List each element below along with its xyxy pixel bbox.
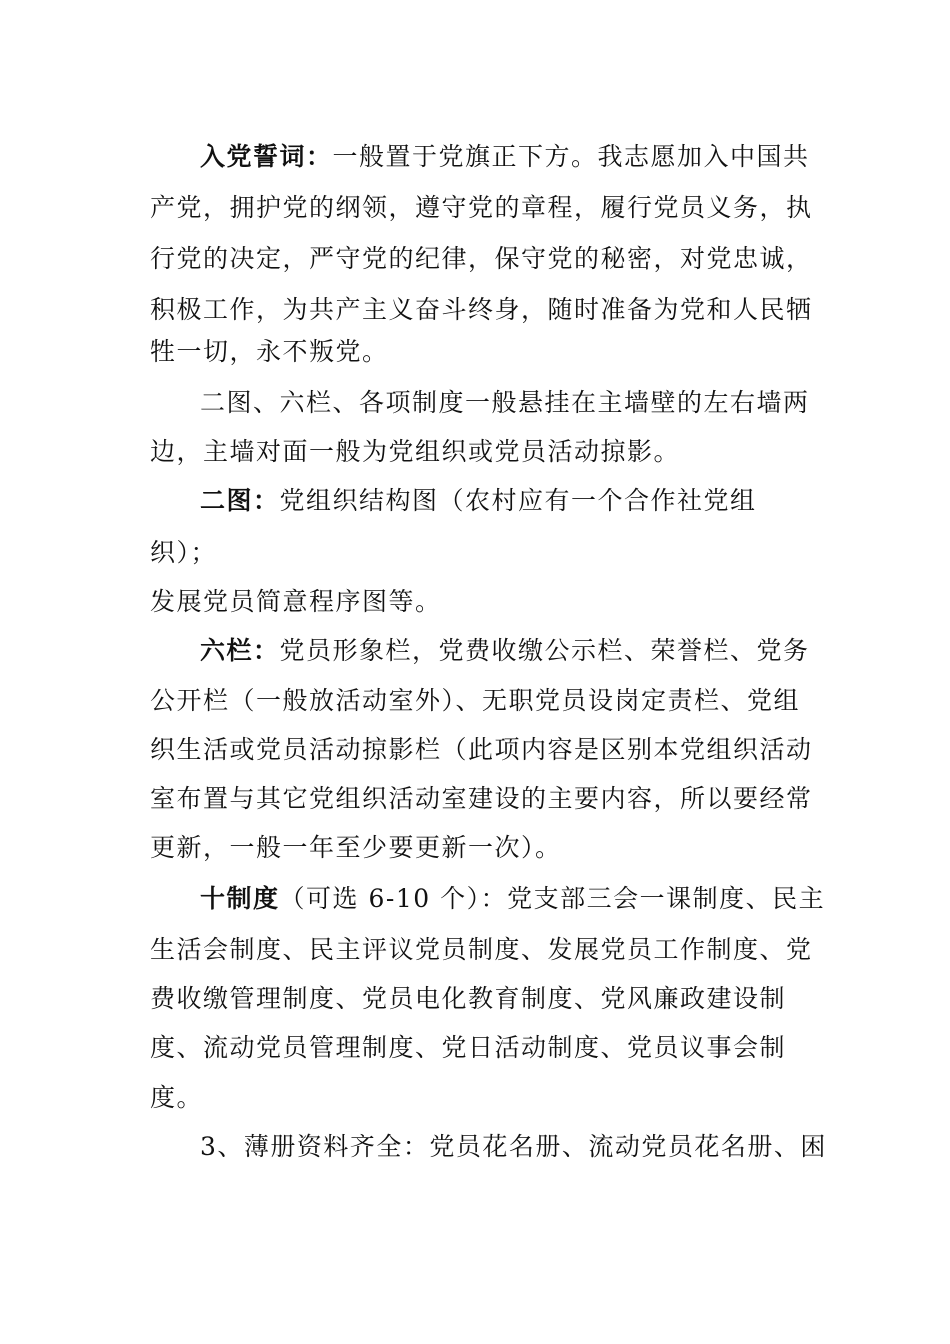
oath-line-1 [200,142,810,172]
oath-heading: 入党誓词： [200,142,333,171]
ten-systems-line-3: 费收缴管理制度、党员电化教育制度、党风廉政建设制 [150,984,787,1013]
two-charts-text-1: 党组织结构图（农村应有一个合作社党组 [279,486,757,515]
six-columns-line-4: 室布置与其它党组织活动室建设的主要内容，所以要经常 [150,784,813,813]
oath-line-5: 牲一切，永不叛党。 [150,337,389,366]
six-columns-line-3: 织生活或党员活动掠影栏（此项内容是区别本党组织活动 [150,735,813,764]
ten-systems-line-5: 度。 [150,1083,204,1112]
ten-systems-line-1 [200,884,825,914]
six-columns-heading: 六栏： [200,636,280,665]
ten-systems-text-1: （可选 6-10 个）：党支部三会一课制度、民主 [279,884,826,913]
oath-line-4: 积极工作，为共产主义奋斗终身，随时准备为党和人民牺 [150,295,813,324]
intro-line-2: 边，主墙对面一般为党组织或党员活动掠影。 [150,437,681,466]
six-columns-text-1: 党员形象栏，党费收缴公示栏、荣誉栏、党务 [279,636,810,665]
ten-systems-heading: 十制度 [200,884,280,913]
six-columns-line-5: 更新，一般一年至少要更新一次）。 [150,833,562,862]
oath-text-1: 一般置于党旗正下方。我志愿加入中国共 [332,142,810,171]
two-charts-line-2: 织）； [150,538,218,567]
intro-line-1: 二图、六栏、各项制度一般悬挂在主墙壁的左右墙两 [200,388,810,417]
oath-line-2: 产党，拥护党的纲领，遵守党的章程，履行党员义务，执 [150,193,813,222]
oath-line-3: 行党的决定，严守党的纪律，保守党的秘密，对党忠诚， [150,244,813,273]
ten-systems-line-4: 度、流动党员管理制度、党日活动制度、党员议事会制 [150,1033,787,1062]
two-charts-heading: 二图： [200,486,280,515]
two-charts-line-3: 发展党员简意程序图等。 [150,587,442,616]
ten-systems-line-2: 生活会制度、民主评议党员制度、发展党员工作制度、党 [150,935,813,964]
two-charts-line-1 [200,486,757,516]
six-columns-line-1 [200,636,810,666]
six-columns-line-2: 公开栏（一般放活动室外）、无职党员设岗定责栏、党组 [150,686,801,715]
records-line-1: 3、薄册资料齐全：党员花名册、流动党员花名册、困 [200,1132,827,1161]
